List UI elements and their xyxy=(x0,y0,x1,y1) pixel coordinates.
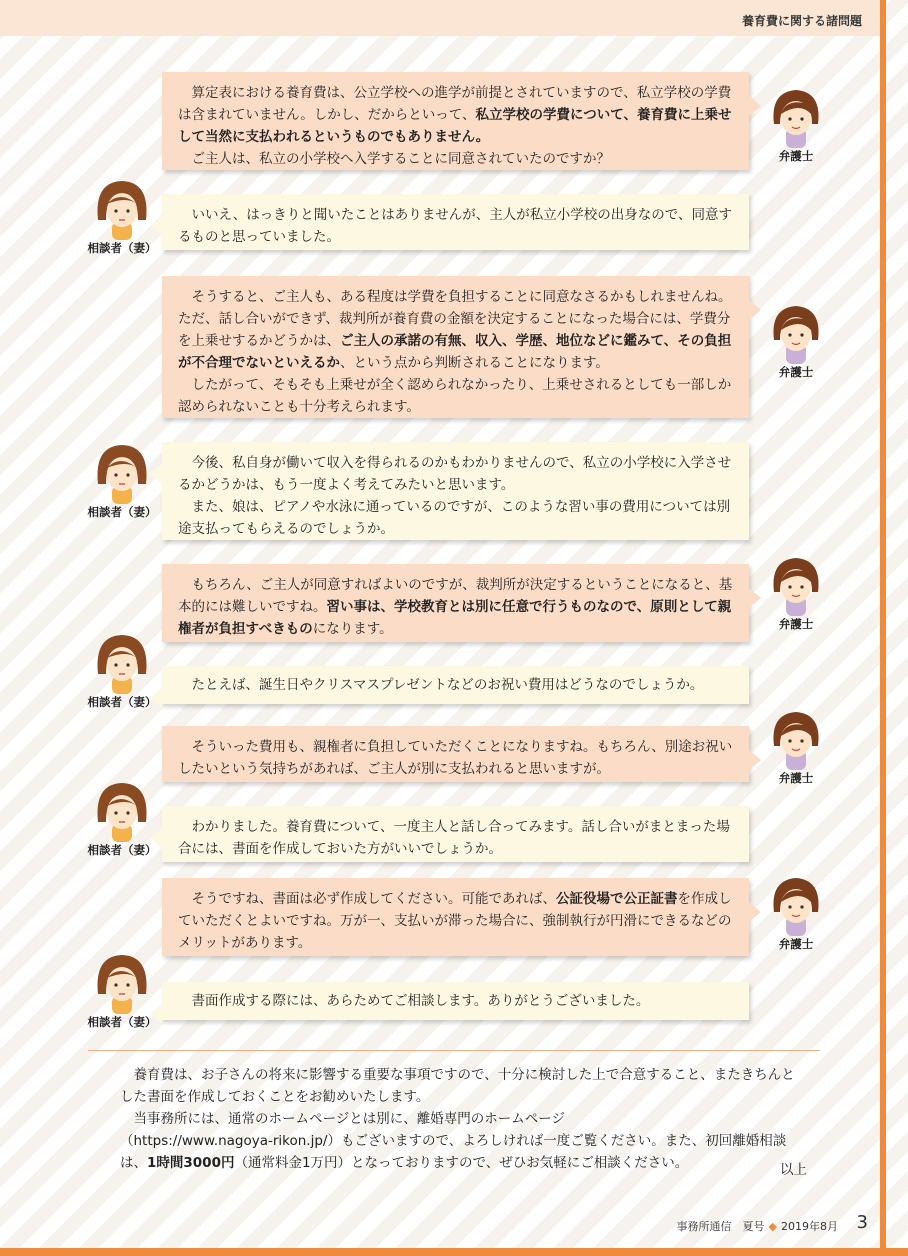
speaker-label-lawyer: 弁護士 xyxy=(778,149,814,163)
speech-bubble-lawyer: そういった費用も、親権者に負担していただくことになりますね。もちろん、別途お祝いしたいという気持ちがあれば、ご主人が別に支払われると思いますが。 xyxy=(162,726,749,782)
speech-bubble-lawyer: 算定表における養育費は、公立学校への進学が前提とされていますので、私立学校の学費は含まれていません。しかし、だからといって、私立学校の学費について、養育費に上乗せして当然に支払われるというものでもありません。 ご主人は、私立の小学校へ入学することに同意されていたのですか？ xyxy=(162,72,749,170)
speech-bubble-lawyer: そうですね、書面は必ず作成してください。可能であれば、公証役場で公正証書を作成していただくとよいですね。万が一、支払いが滞った場合に、強制執行が円滑にできるなどのメリットがあります。 xyxy=(162,878,749,956)
divider-line xyxy=(88,1050,820,1051)
lawyer-avatar xyxy=(764,872,828,950)
speaker-label-lawyer: 弁護士 xyxy=(778,937,814,951)
speech-bubble-client: たとえば、誕生日やクリスマスプレゼントなどのお祝い費用はどうなのでしょうか。 xyxy=(162,666,749,704)
speech-bubble-client: いいえ、はっきりと聞いたことはありませんが、主人が私立小学校の出身なので、同意するものと思っていました。 xyxy=(162,194,749,250)
speaker-label-client: 相談者（妻） xyxy=(87,843,157,857)
client-face-icon xyxy=(90,440,154,504)
issue-date: 2019年8月 xyxy=(781,1220,838,1233)
lawyer-avatar xyxy=(764,552,828,630)
closing-end-mark: 以上 xyxy=(780,1162,807,1178)
diamond-icon: ◆ xyxy=(768,1220,777,1233)
speech-bubble-lawyer: そうすると、ご主人も、ある程度は学費を負担することに同意なさるかもしれませんね。ただ、話し合いができず、裁判所が養育費の金額を決定することになった場合には、学費分を上乗せするかどうかは、ご主人の承諾の有無、収入、学歴、地位などに鑑みて、その負担が不合理でないといえるか、という点から判断されることになります。 したがって、そもそも上乗せが全く認められなかったり、上乗せされるとしても一部しか認められないことも十分考えられます。 xyxy=(162,276,749,418)
lawyer-face-icon xyxy=(764,300,828,364)
client-avatar xyxy=(87,950,157,1029)
speaker-label-client: 相談者（妻） xyxy=(87,241,157,255)
speaker-label-lawyer: 弁護士 xyxy=(778,617,814,631)
speaker-label-client: 相談者（妻） xyxy=(87,1015,157,1029)
client-avatar xyxy=(87,176,157,255)
speech-bubble-client: 書面作成する際には、あらためてご相談します。ありがとうございました。 xyxy=(162,982,749,1020)
client-face-icon xyxy=(90,176,154,240)
lawyer-avatar xyxy=(764,706,828,784)
lawyer-face-icon xyxy=(764,84,828,148)
speech-bubble-lawyer: もちろん、ご主人が同意すればよいのですが、裁判所が決定するということになると、基本的には難しいですね。習い事は、学校教育とは別に任意で行うものなので、原則として親権者が負担すべきものになります。 xyxy=(162,564,749,642)
homepage-url: （https://www.nagoya-rikon.jp/） xyxy=(120,1133,341,1149)
client-face-icon xyxy=(90,950,154,1014)
client-avatar xyxy=(87,630,157,709)
footer xyxy=(677,1218,838,1234)
bottom-accent-bar xyxy=(0,1248,908,1256)
client-avatar xyxy=(87,440,157,519)
speaker-label-lawyer: 弁護士 xyxy=(778,365,814,379)
lawyer-face-icon xyxy=(764,552,828,616)
closing-paragraph-cont: （https://www.nagoya-rikon.jp/）もございますので、よろしければ一度ご覧ください。また、初回離婚相談は、1時間3000円（通常料金1万円）となっておりますので、ぜひお気軽にご相談ください。 xyxy=(120,1133,787,1171)
right-accent-bar xyxy=(880,0,886,1256)
closing-remarks xyxy=(120,1064,800,1174)
speaker-label-client: 相談者（妻） xyxy=(87,695,157,709)
lawyer-avatar xyxy=(764,84,828,162)
lawyer-avatar xyxy=(764,300,828,378)
closing-paragraph: 当事務所には、通常のホームページとは別に、離婚専門のホームページ xyxy=(133,1111,565,1127)
speech-bubble-client: わかりました。養育費について、一度主人と話し合ってみます。話し合いがまとまった場合には、書面を作成しておいた方がいいでしょうか。 xyxy=(162,806,749,862)
speaker-label-lawyer: 弁護士 xyxy=(778,771,814,785)
lawyer-face-icon xyxy=(764,872,828,936)
page-number: 3 xyxy=(856,1212,868,1233)
closing-paragraph: 養育費は、お子さんの将来に影響する重要な事項ですので、十分に検討した上で合意すること、またきちんとした書面を作成しておくことをお勧めいたします。 xyxy=(120,1067,795,1105)
section-title: 養育費に関する諸問題 xyxy=(741,14,862,28)
newsletter-name: 事務所通信 夏号 xyxy=(676,1220,765,1233)
client-face-icon xyxy=(90,630,154,694)
lawyer-face-icon xyxy=(764,706,828,770)
speech-bubble-client: 今後、私自身が働いて収入を得られるのかもわかりませんので、私立の小学校に入学させるかどうかは、もう一度よく考えてみたいと思います。 また、娘は、ピアノや水泳に通っているのですが、このような習い事の費用については別途支払ってもらえるのでしょうか。 xyxy=(162,442,749,540)
client-avatar xyxy=(87,778,157,857)
client-face-icon xyxy=(90,778,154,842)
speaker-label-client: 相談者（妻） xyxy=(87,505,157,519)
